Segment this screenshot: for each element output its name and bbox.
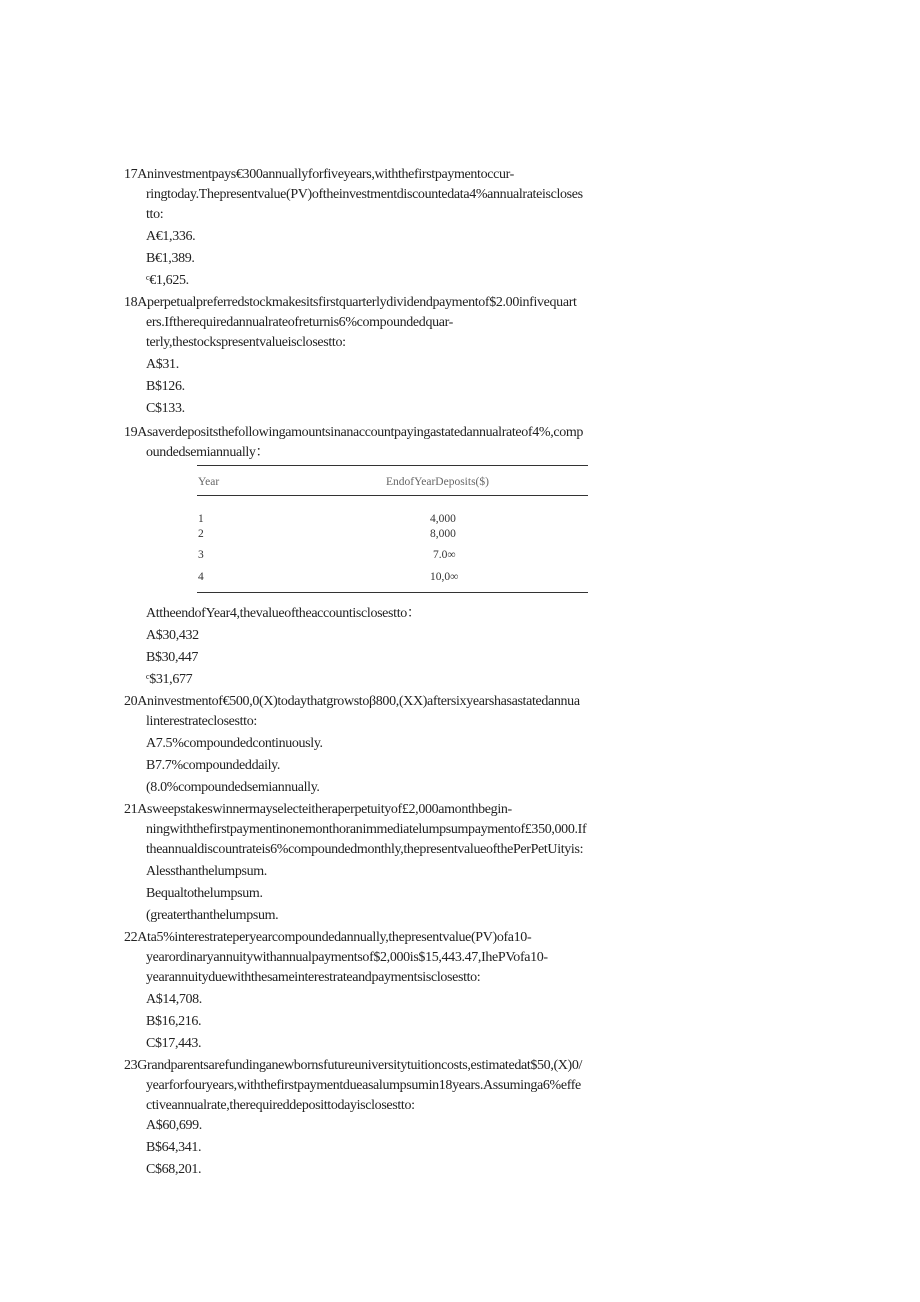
table-row-1-deposit: 4,000 <box>430 513 456 525</box>
question-19-option-a: A$30,432 <box>146 628 199 643</box>
question-18-line-3: terly,thestockspresentvalueisclosestto: <box>146 335 346 350</box>
table-row-2-deposit: 8,000 <box>430 528 456 540</box>
question-18-option-b: B$126. <box>146 379 185 394</box>
question-18-option-c: C$133. <box>146 401 185 416</box>
question-22-option-b: B$16,216. <box>146 1014 202 1029</box>
question-17-line-2: ringtoday.Thepresentvalue(PV)oftheinvestmentdiscountedata4%annualrateiscloses <box>146 187 583 202</box>
question-20-line-2: linterestrateclosestto: <box>146 714 257 729</box>
question-17-option-c: ᶜ€1,625. <box>146 273 189 288</box>
question-17-line-3: tto: <box>146 207 164 222</box>
question-21-option-c: (greaterthanthelumpsum. <box>146 908 279 923</box>
question-20-option-c: (8.0%compoundedsemiannually. <box>146 780 320 795</box>
table-header-deposits: EndofYearDeposits($) <box>386 476 489 488</box>
question-23-option-c: C$68,201. <box>146 1162 202 1177</box>
question-17-line-1: 17Aninvestmentpays€300annuallyforfiveyears,withthefirstpaymentoccur- <box>124 167 514 182</box>
question-17-option-b: B€1,389. <box>146 251 195 266</box>
question-23-line-1: 23Grandparentsarefundinganewbornsfutureuniversitytuitioncosts,estimatedat$50,(X)0/ <box>124 1058 583 1073</box>
question-20-option-b: B7.7%compoundeddaily. <box>146 758 281 773</box>
question-22-line-3: yearannuityduewiththesameinterestrateandpaymentsisclosestto: <box>146 970 481 985</box>
question-18-line-1: 18Aperpetualpreferredstockmakesitsfirstquarterlydividendpaymentof$2.00infivequart <box>124 295 577 310</box>
question-22-option-a: A$14,708. <box>146 992 202 1007</box>
table-top-rule <box>197 465 588 466</box>
table-bottom-rule <box>197 592 588 593</box>
question-17-option-a: A€1,336. <box>146 229 196 244</box>
question-23-option-a: A$60,699. <box>146 1118 202 1133</box>
table-header-year: Year <box>198 476 220 488</box>
question-20-line-1: 20Aninvestmentof€500,0(X)todaythatgrowstoβ800,(XX)aftersixyearshasastatedannua <box>124 694 580 709</box>
question-21-line-1: 21Asweepstakeswinnermayselecteitheraperpetuityof£2,000amonthbegin- <box>124 802 512 817</box>
table-row-1-year: 1 <box>198 513 204 525</box>
table-row-4-deposit: 10,0∞ <box>430 571 459 583</box>
question-23-option-b: B$64,341. <box>146 1140 202 1155</box>
question-21-option-a: Alessthanthelumpsum. <box>146 864 267 879</box>
table-header-rule <box>197 495 588 496</box>
question-19-option-b: B$30,447 <box>146 650 199 665</box>
question-23-line-2: yearforfouryears,withthefirstpaymentdueasalumpsumin18years.Assuminga6%effe <box>146 1078 581 1093</box>
question-18-line-2: ers.Iftherequiredannualrateofreturnis6%compoundedquar- <box>146 315 453 330</box>
table-row-3-deposit: 7.0∞ <box>433 549 456 561</box>
table-row-4-year: 4 <box>198 571 204 583</box>
question-19-line-2: oundedsemiannually： <box>146 445 270 460</box>
question-21-line-3: theannualdiscountrateis6%compoundedmonthly,thepresentvalueofthePerPetUityis: <box>146 842 584 857</box>
question-21-line-2: ningwiththefirstpaymentinonemonthoranimmediatelumpsumpaymentof£350,000.If <box>146 822 587 837</box>
question-22-line-1: 22Ata5%interestrateperyearcompoundedannually,thepresentvalue(PV)ofa10- <box>124 930 532 945</box>
question-22-option-c: C$17,443. <box>146 1036 202 1051</box>
question-20-option-a: A7.5%compoundedcontinuously. <box>146 736 323 751</box>
question-22-line-2: yearordinaryannuitywithannualpaymentsof$2,000is$15,443.47,IhePVofa10- <box>146 950 548 965</box>
question-21-option-b: Bequaltothelumpsum. <box>146 886 263 901</box>
question-19-prompt: AttheendofYear4,thevalueoftheaccountisclosestto： <box>146 606 421 621</box>
table-row-2-year: 2 <box>198 528 204 540</box>
question-19-line-1: 19Asaverdepositsthefollowingamountsinanaccountpayingastatedannualrateof4%,comp <box>124 425 584 440</box>
question-19-option-c: ᶜ$31,677 <box>146 672 193 687</box>
question-18-option-a: A$31. <box>146 357 179 372</box>
question-23-line-3: ctiveannualrate,therequireddeposittodayisclosestto: <box>146 1098 415 1113</box>
table-row-3-year: 3 <box>198 549 204 561</box>
